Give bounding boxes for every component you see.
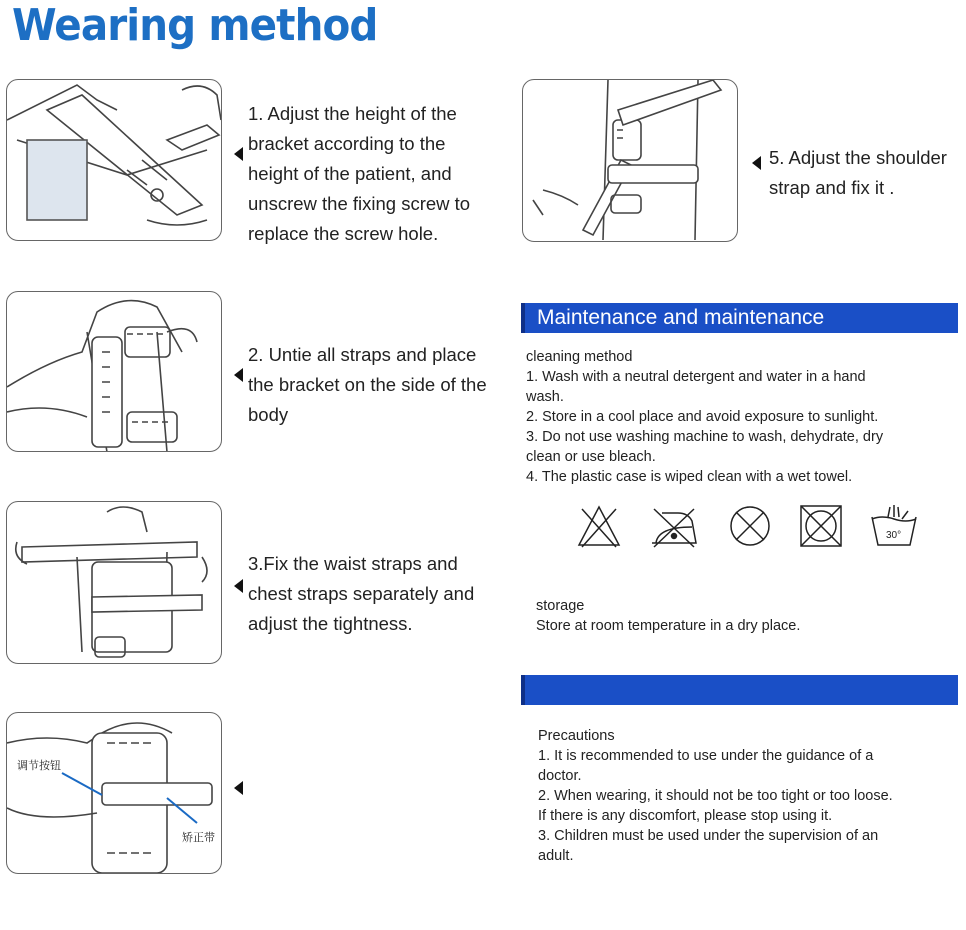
adjust-button-label: 调节按钮 bbox=[17, 759, 61, 772]
step-1-text: 1. Adjust the height of the bracket according to the height of the patient, and unscrew the fixing screw to replace the screw hole. bbox=[248, 103, 471, 244]
no-bleach-icon bbox=[576, 503, 622, 549]
step-2-pointer bbox=[234, 368, 243, 382]
illustration-shoulder-strap bbox=[522, 79, 738, 242]
banner-edge bbox=[521, 303, 525, 333]
illustration-fix-straps bbox=[6, 501, 222, 664]
step-4-pointer bbox=[234, 781, 243, 795]
storage bbox=[536, 596, 800, 636]
precaution-line: 1. It is recommended to use under the guidance of a bbox=[538, 748, 874, 764]
hand-wash-30-icon bbox=[868, 503, 920, 549]
cleaning-line: clean or use bleach. bbox=[526, 449, 656, 465]
banner-edge bbox=[521, 675, 525, 705]
step-3-pointer bbox=[234, 579, 243, 593]
illustration-adjust-buttons bbox=[6, 712, 222, 874]
no-iron-icon bbox=[648, 503, 700, 549]
step-1-pointer bbox=[234, 147, 243, 161]
no-dry-clean-icon bbox=[798, 503, 844, 549]
cleaning-method bbox=[526, 347, 883, 487]
precautions-list bbox=[538, 726, 893, 866]
step-2-text: 2. Untie all straps and place the bracket on the side of the body bbox=[248, 344, 487, 425]
wash-temperature: 30° bbox=[886, 530, 902, 541]
illustration-adjust-bracket bbox=[6, 79, 222, 241]
storage-title: storage bbox=[536, 598, 585, 614]
step-5-text: 5. Adjust the shoulder strap and fix it . bbox=[769, 147, 947, 198]
precaution-line: 2. When wearing, it should not be too tight or too loose. bbox=[538, 788, 893, 804]
maintenance-banner bbox=[521, 303, 958, 333]
storage-text: Store at room temperature in a dry place. bbox=[536, 618, 801, 634]
maintenance-heading: Maintenance and maintenance bbox=[537, 306, 825, 329]
precautions-banner bbox=[521, 675, 958, 705]
illustration-place-bracket bbox=[6, 291, 222, 452]
page-title: Wearing method bbox=[12, 0, 378, 51]
step-5-pointer bbox=[752, 156, 761, 170]
cleaning-line: 4. The plastic case is wiped clean with a wet towel. bbox=[526, 469, 853, 485]
precaution-line: If there is any discomfort, please stop using it. bbox=[538, 808, 833, 824]
precautions-title: Precautions bbox=[538, 728, 615, 744]
step-3-text: 3.Fix the waist straps and chest straps separately and adjust the tightness. bbox=[248, 553, 475, 634]
precaution-line: doctor. bbox=[538, 768, 582, 784]
cleaning-line: wash. bbox=[526, 389, 564, 405]
cleaning-line: 2. Store in a cool place and avoid exposure to sunlight. bbox=[526, 409, 879, 425]
precaution-line: 3. Children must be used under the supervision of an bbox=[538, 828, 879, 844]
correction-strap-label: 矫正带 bbox=[182, 831, 215, 844]
no-tumble-dry-icon bbox=[727, 503, 773, 549]
cleaning-line: 1. Wash with a neutral detergent and water in a hand bbox=[526, 369, 866, 385]
cleaning-title: cleaning method bbox=[526, 349, 633, 365]
cleaning-line: 3. Do not use washing machine to wash, dehydrate, dry bbox=[526, 429, 884, 445]
precaution-line: adult. bbox=[538, 848, 574, 864]
